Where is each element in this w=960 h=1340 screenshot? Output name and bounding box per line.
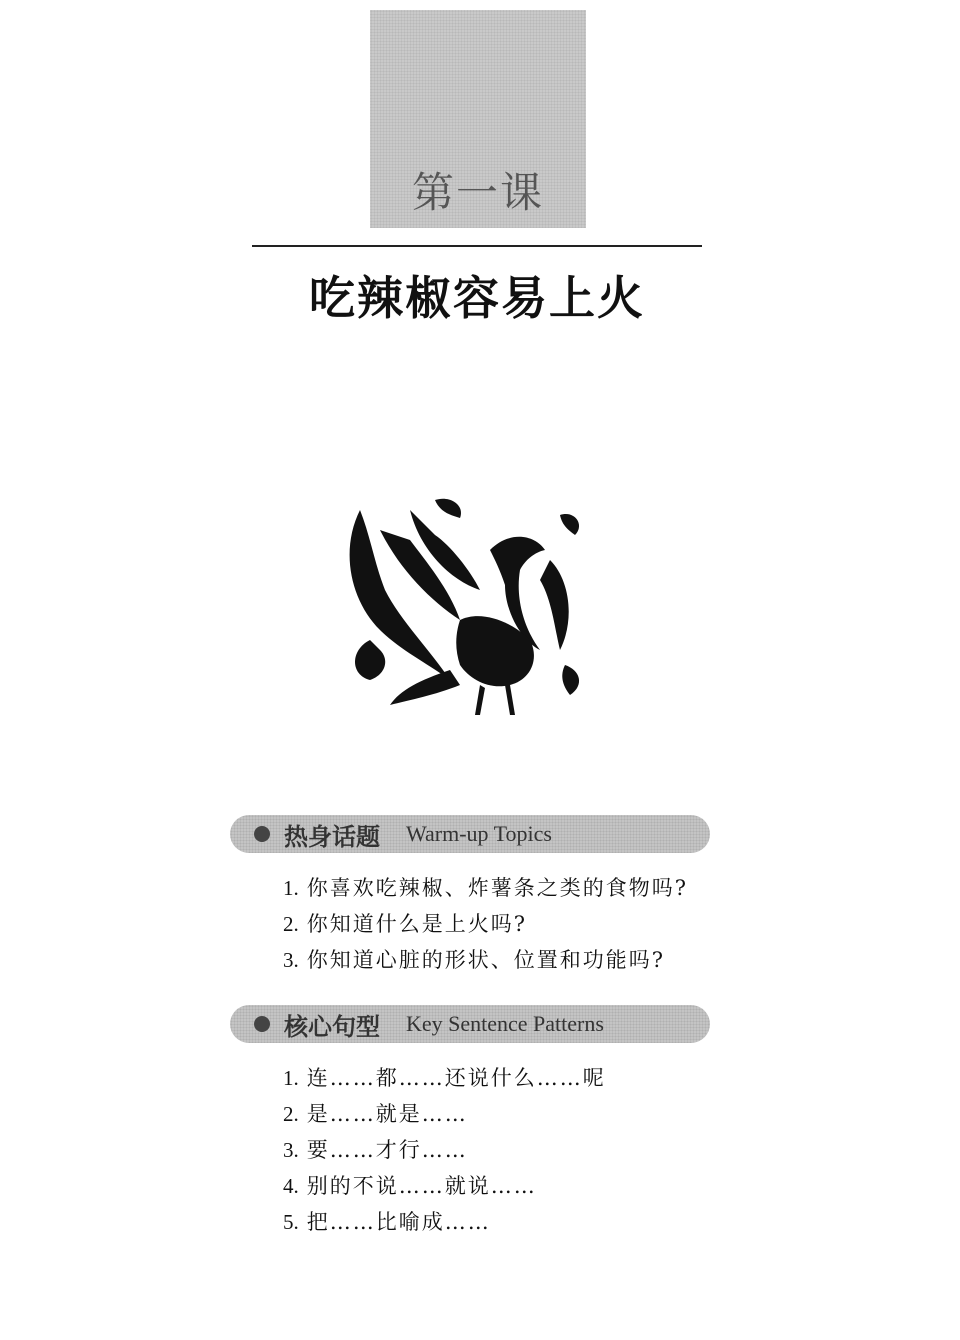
- phoenix-illustration: [340, 490, 600, 725]
- item-number: 4.: [283, 1174, 299, 1198]
- list-item: [283, 1060, 606, 1096]
- warmup-topics-list: [283, 870, 688, 978]
- section-title-en: Key Sentence Patterns: [406, 1011, 604, 1036]
- list-item: [283, 942, 688, 978]
- item-text: 把……比喻成……: [306, 1210, 491, 1234]
- key-patterns-list: [283, 1060, 606, 1240]
- lesson-number: 第一课: [411, 168, 544, 217]
- item-text: 你知道什么是上火吗?: [306, 912, 528, 936]
- item-text: 要……才行……: [306, 1138, 468, 1162]
- item-number: 5.: [283, 1210, 299, 1234]
- key-patterns-header: [230, 1005, 710, 1043]
- item-number: 2.: [283, 912, 299, 936]
- list-item: [283, 1096, 606, 1132]
- title-divider: [252, 245, 702, 247]
- lesson-number-box: [370, 10, 586, 228]
- warmup-topics-header: [230, 815, 710, 853]
- list-item: [283, 1132, 606, 1168]
- item-text: 连……都……还说什么……呢: [306, 1066, 606, 1090]
- item-number: 3.: [283, 948, 299, 972]
- section-title-en: Warm-up Topics: [406, 821, 552, 846]
- item-text: 是……就是……: [306, 1102, 468, 1126]
- lesson-title: 吃辣椒容易上火: [309, 271, 645, 325]
- bullet-icon: [254, 826, 270, 842]
- list-item: [283, 1168, 606, 1204]
- item-number: 2.: [283, 1102, 299, 1126]
- list-item: [283, 1204, 606, 1240]
- bullet-icon: [254, 1016, 270, 1032]
- section-title-cn: 核心句型: [284, 1012, 380, 1041]
- item-text: 别的不说……就说……: [306, 1174, 537, 1198]
- item-number: 1.: [283, 876, 299, 900]
- list-item: [283, 870, 688, 906]
- section-title-cn: 热身话题: [284, 822, 380, 851]
- item-text: 你知道心脏的形状、位置和功能吗?: [306, 948, 666, 972]
- item-number: 1.: [283, 1066, 299, 1090]
- item-text: 你喜欢吃辣椒、炸薯条之类的食物吗?: [306, 876, 689, 900]
- item-number: 3.: [283, 1138, 299, 1162]
- list-item: [283, 906, 688, 942]
